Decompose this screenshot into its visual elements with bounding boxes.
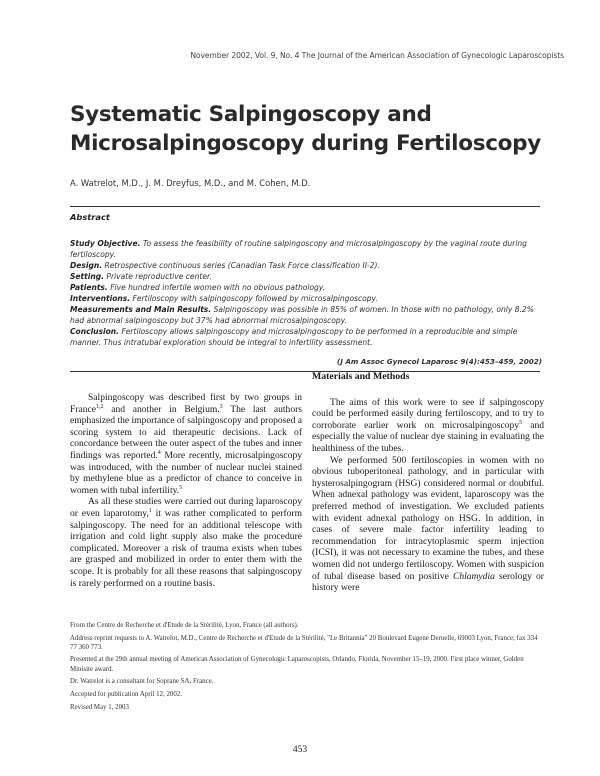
intro-paragraph-2: As all these studies were carried out during laparoscopy or even laparotomy,$^1$ it was rather complicated to perform salpingoscopy. The need for an additional telescope with irrigation and cold light supply also make the procedure complicated. Moreover a risk of trauma exists when tubes are grasped and mobilized in order to enter them with the scope. It is probably for all these reasons that salpingoscopy is rarely performed on a routine basis. [70, 496, 302, 589]
methods-paragraph-2: We performed 500 fertiloscopies in women with no obvious tuboperitoneal pathology, and in particular with hysterosalpingogram (HSG) considered normal or doubtful. When adnexal pathology was evident, laparoscopy was the preferred method of investigation. We excluded patients with evident adnexal pathology on HSG. In addition, in cases of severe male factor infertility leading to recommendation for intracytoplasmic sperm injection (ICSI), it was not necessary to examine the tubes, and these women did not undergo fertiloscopy. Women with suspicion of tubal disease based on positive Chlamydia serology or history were [312, 454, 544, 594]
title-line-2: Microsalpingoscopy during Fertiloscopy [70, 131, 541, 156]
abstract-design: Design. Retrospective continuous series (Canadian Task Force classification II-2). [70, 261, 380, 270]
abstract-heading: Abstract [70, 212, 110, 222]
footnote-affiliation: From the Centre de Recherche et d'Etude de la Stérilité, Lyon, France (all authors). [70, 622, 299, 629]
footnotes [70, 621, 542, 715]
footnote-revised: Revised May 1, 2003 [70, 703, 129, 711]
abstract-conclusion: Conclusion. Fertiloscopy allows salpingoscopy and microsalpingoscopy to be performed in a reproducible and simple manner. Thus intratubal exploration should be integral to infertility assessment. [70, 327, 518, 347]
intro-paragraph-1: Salpingoscopy was described first by two groups in France$^{1,2}$ and another in Belgium.$^3$ The last authors emphasized the importance of salpingoscopy and proposed a scoring system to aid therapeutic decisions. Lack of concordance between the outer aspect of the tubes and inner findings was reported.$^4$ More recently, microsalpingoscopy was introduced, with the number of nuclear nuclei stained by methylene blue as a predictor of chance to conceive in women with tubal infertility.$^5$ [70, 392, 302, 496]
abstract-results: Measurements and Main Results. Salpingoscopy was possible in 85% of women. In those with no pathology, only 8.2% had abnormal salpingoscopy but 37% had abnormal microsalpingoscopy. [70, 305, 534, 325]
section-heading-methods: Materials and Methods [312, 371, 410, 382]
author-list: A. Watrelot, M.D., J. M. Dreyfus, M.D., and M. Cohen, M.D. [70, 178, 311, 188]
abstract-body [70, 238, 542, 348]
abstract-setting: Setting. Private reproductive center. [70, 272, 212, 281]
page-number: 453 [292, 745, 308, 755]
footnote-reprints: Address reprint requests to A. Watrelot, M.D., Centre de Recherche et d'Etude de la Stérilité, "Le Britannia" 20 Boulevard Eugene Deruelle, 69003 Lyon, France; fax 334 77 360 773. [70, 634, 538, 651]
title-line-1: Systematic Salpingoscopy and [70, 102, 432, 127]
body-column-right [312, 371, 544, 594]
body-column-left [70, 392, 302, 589]
abstract-patients: Patients. Five hundred infertile women with no obvious pathology. [70, 283, 326, 292]
running-head: November 2002, Vol. 9, No. 4 The Journal of the American Association of Gynecologic Laparoscopists [190, 51, 564, 60]
abstract-interventions: Interventions. Fertiloscopy with salpingoscopy followed by microsalpingoscopy. [70, 294, 378, 303]
footnote-presented: Presented at the 29th annual meeting of American Association of Gynecologic Laparoscopists, Orlando, Florida, November 15–19, 2000. First place winner, Golden Minisite award. [70, 656, 524, 673]
footnote-accepted: Accepted for publication April 12, 2002. [70, 690, 182, 698]
article-title [70, 100, 550, 158]
footnote-disclosure: Dr. Watrelot is a consultant for Soprane SA, France. [70, 678, 214, 686]
journal-citation: (J Am Assoc Gynecol Laparosc 9(4):453–459, 2002) [336, 357, 542, 366]
methods-paragraph-1: The aims of this work were to see if salpingoscopy could be performed easily during fertiloscopy, and to try to corroborate earlier work on microsalpingoscopy$^5$ and especially the value of nuclear dye staining in evaluating the healthiness of the tubes. [312, 396, 545, 454]
abstract-objective: Study Objective. To assess the feasibility of routine salpingoscopy and microsalpingoscopy by the vaginal route during fertiloscopy. [70, 239, 527, 259]
abstract-top-rule [70, 206, 540, 207]
